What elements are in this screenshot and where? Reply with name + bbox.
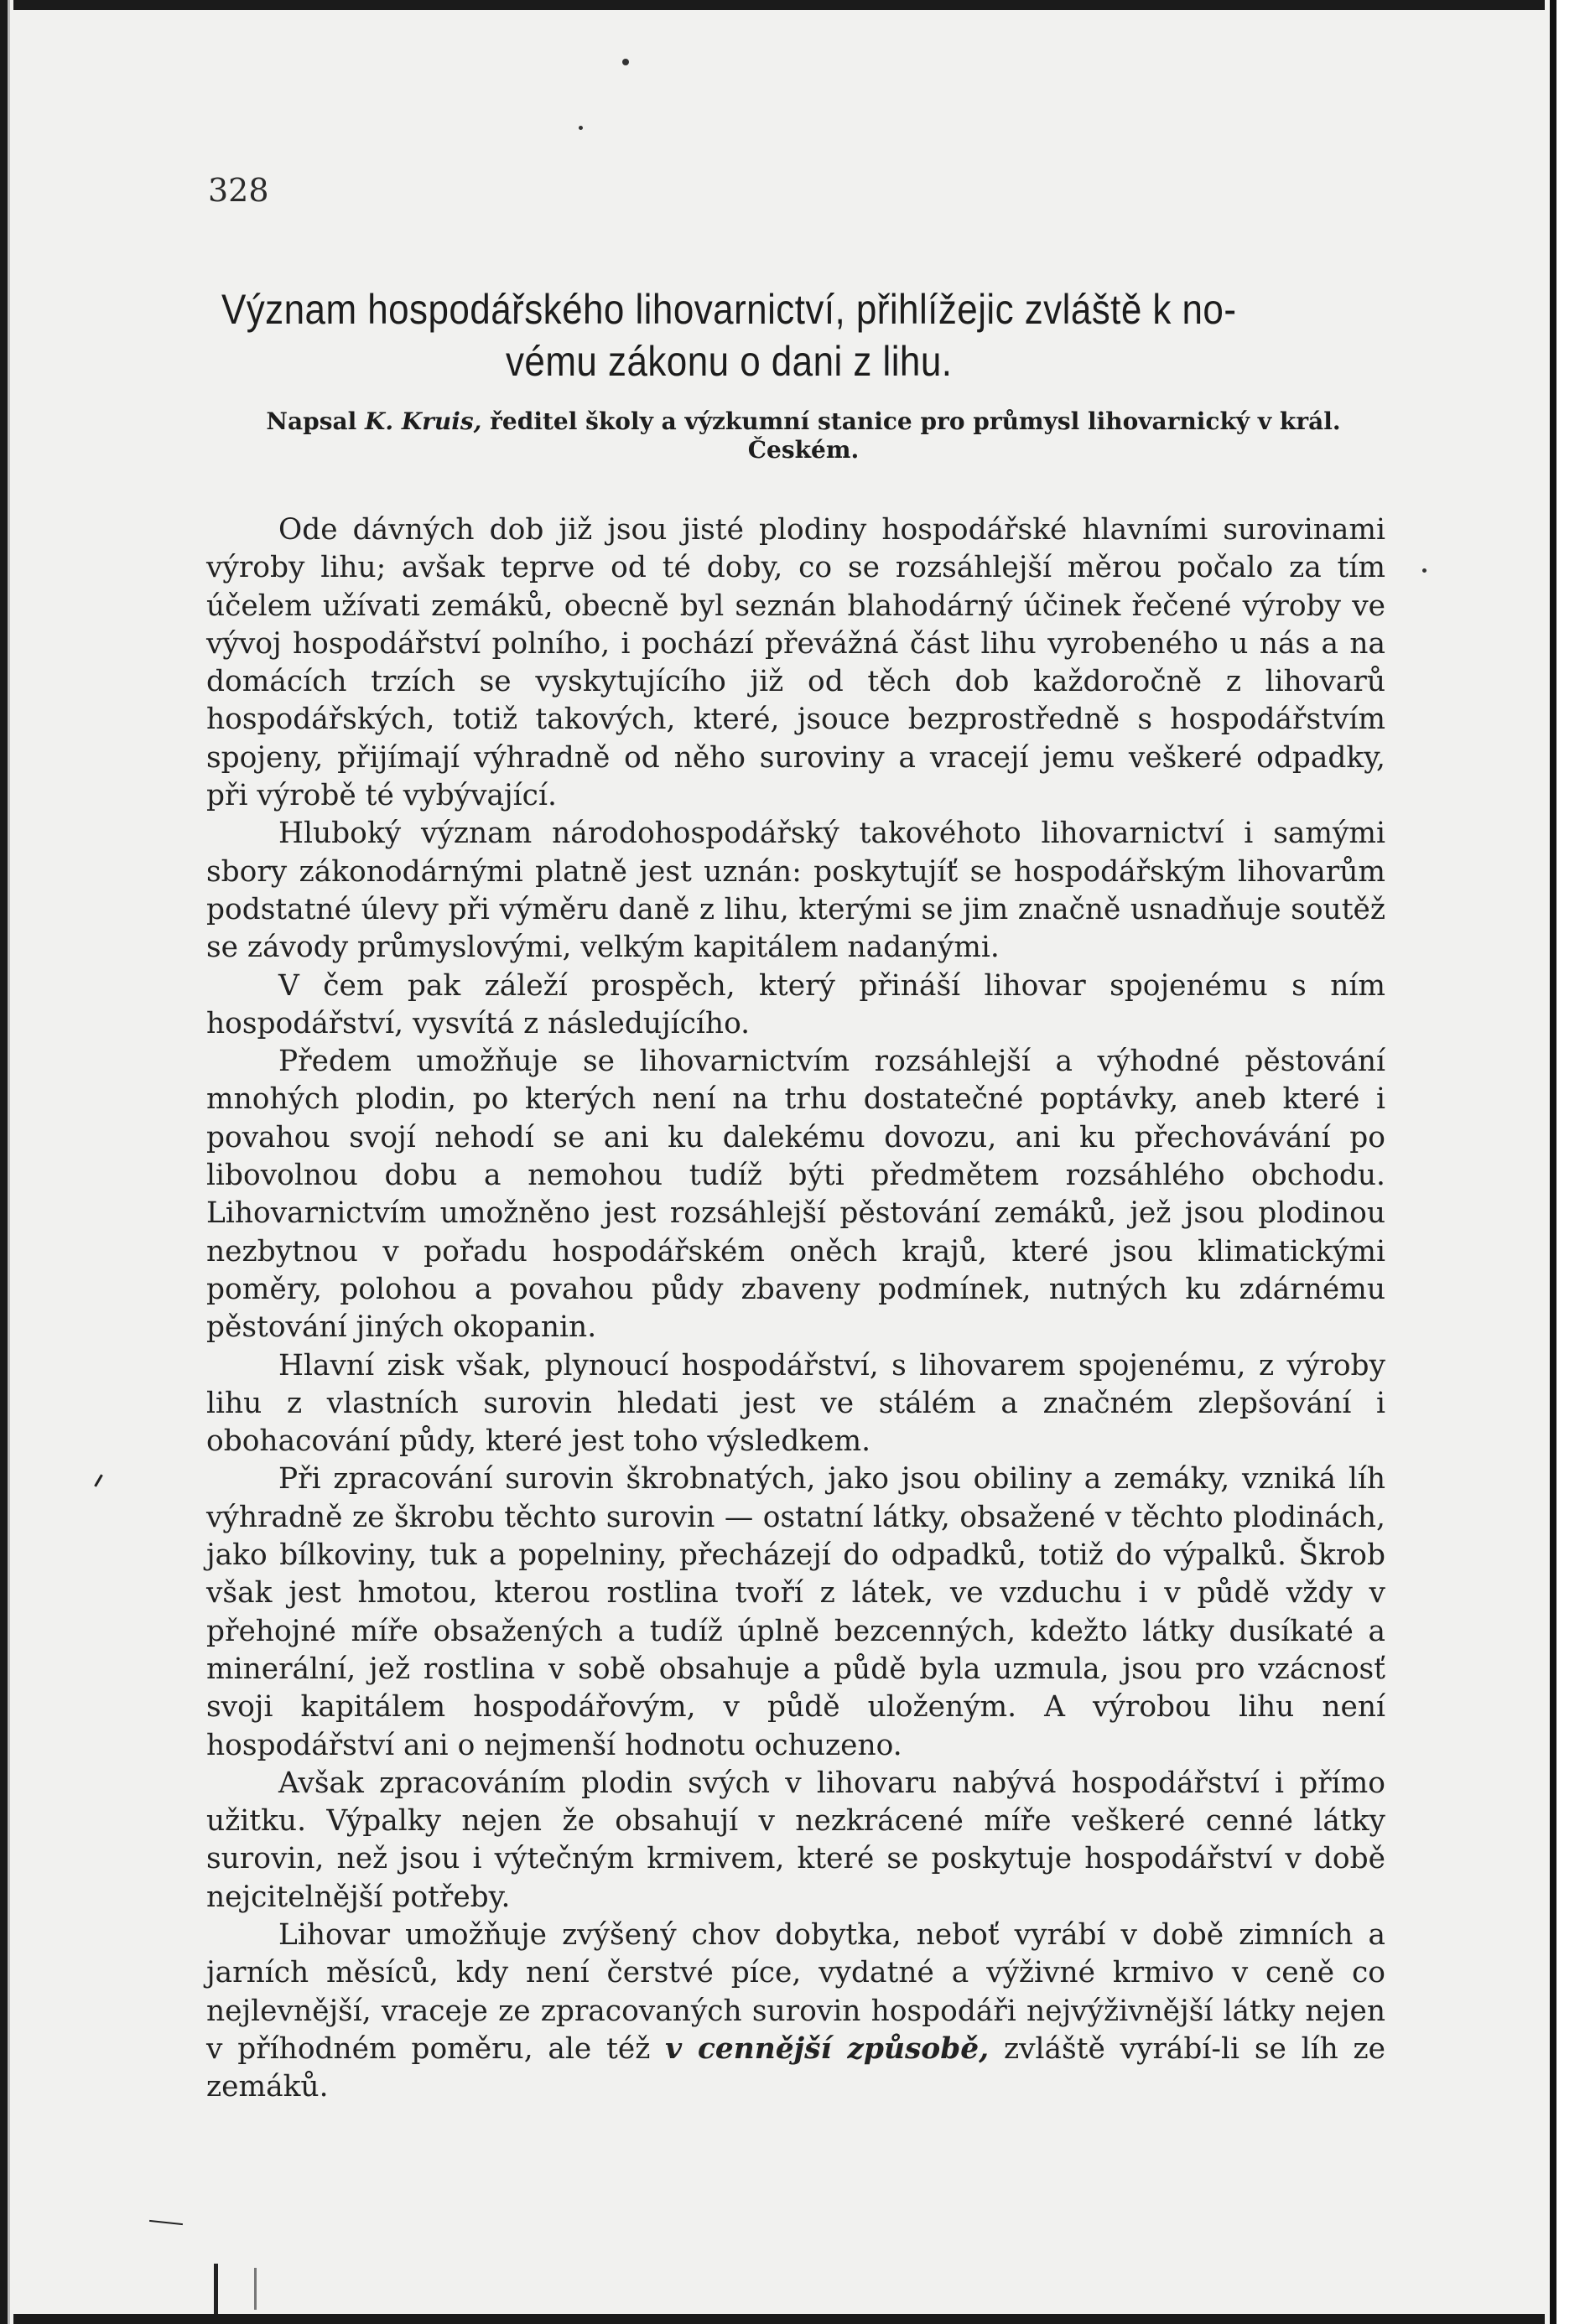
scan-right-edge [1545,0,1585,2324]
article-title-line: vému zákonu o dani z lihu. [505,338,953,385]
body-paragraph: Hluboký význam národohospodářský takovéhoto lihovarnictví i samými sbory zákonodárnými platně jest uznán: poskytujíť se hospodářským lihovarům podstatné úlevy při výměru daně z lihu, kterými se jim značně usnadňuje soutěž se závody průmyslovými, velkým kapitálem nadanými. [206,817,1385,965]
scan-speck [1422,568,1426,573]
body-paragraph-last [206,1917,1385,2106]
body-paragraph: Avšak zpracováním plodin svých v lihovaru nabývá hospodářství i přímo užitku. Výpalky nejen že obsahují v nezkrácené míře veškeré cenné látky surovin, než jsou i výtečným krmivem, které se poskytuje hospodářství v době nejcitelnější potřeby. [206,1766,1385,1914]
body-paragraph: Předem umožňuje se lihovarnictvím rozsáhlejší a výhodné pěstování mnohých plodin, po kterých není na trhu dostatečné poptávky, aneb které i povahou svojí nehodí se ani ku dalekému dovozu, ani ku přechovávání po libovolnou dobu a nemohou tudíž býti předmětem rozsáhlého obchodu. Lihovarnictvím umožněno jest rozsáhlejší pěstování zemáků, jež jsou plodinou nezbytnou v pořadu hospodářském oněch krajů, které jsou klimatickými poměry, polohou a povahou půdy zbaveny podmínek, nutných ku zdárnému pěstování jiných okopanin. [206,1045,1385,1345]
scan-speck [579,126,583,130]
byline-affiliation: ředitel školy a výzkumní stanice pro průmysl lihovarnický v král. Českém. [490,407,1341,464]
article-title [201,283,1256,387]
scan-top-border [0,0,1585,10]
article-byline [208,407,1399,464]
scan-bottom-border [0,2314,1585,2324]
scan-mark [214,2264,218,2314]
article-body [206,511,1385,2106]
page-number: 328 [208,172,269,209]
byline-prefix: Napsal [266,407,357,435]
byline-author: K. Kruis, [364,407,482,435]
body-paragraph: Při zpracování surovin škrobnatých, jako jsou obiliny a zemáky, vzniká líh výhradně ze škrobu těchto surovin — ostatní látky, obsažené v těchto plodinách, jako bílkoviny, tuk a popelniny, přecházejí do odpadků, totiž do výpalků. Škrob však jest hmotou, kterou rostlina tvoří z látek, ve vzduchu i v půdě vždy v přehojné míře obsažených a tudíž úplně bezcenných, kdežto látky dusíkaté a minerální, jež rostlina v sobě obsahuje a půdě byla uzmula, jsou pro vzácnosť svoji kapitálem hospodářovým, v půdě uloženým. A výrobou lihu není hospodářství ani o nejmenší hodnotu ochuzeno. [206,1462,1385,1762]
body-paragraph: Hlavní zisk však, plynoucí hospodářství, s lihovarem spojenému, z výroby lihu z vlastních surovin hledati jest ve stálém a značném zlepšování i obohacování půdy, které jest toho výsledkem. [206,1348,1385,1459]
body-paragraph: V čem pak záleží prospěch, který přináší lihovar spojenému s ním hospodářství, vysvítá z následujícího. [206,968,1385,1040]
scan-speck [622,59,629,65]
scan-mark [254,2268,257,2310]
body-paragraph: Ode dávných dob již jsou jisté plodiny hospodářské hlavními surovinami výroby lihu; avšak teprve od té doby, co se rozsáhlejší měrou počalo za tím účelem užívati zemáků, obecně byl seznán blahodárný účinek řečené výroby ve vývoj hospodářství polního, i pochází převážná část lihu vyrobeného u nás a na domácích trzích se vyskytujícího již od těch dob každoročně z lihovarů hospodářských, totiž takových, které, jsouce bezprostředně s hospodářstvím spojeny, přijímají výhradně od něho suroviny a vracejí jemu veškeré odpadky, při výrobě té vybývající. [206,513,1385,813]
scan-left-edge [0,0,13,2324]
last-paragraph-end: zvláště vyrábí-li se líh ze zemáků. [206,2031,1386,2104]
last-paragraph-text: Lihovar umožňuje zvýšený chov dobytka, neboť vyrábí v době zimních a jarních měsíců, kdy není čerstvé píce, vydatné a výživné krmivo v ceně co nejlevnější, vraceje ze zpracovaných surovin hospodáři nejvýživnější látky nejen v příhodném poměru, ale též [206,1917,1385,2066]
last-paragraph-emphasis: v cennější způsobě, [665,2031,990,2066]
article-title-line: Význam hospodářského lihovarnictví, přihlížejic zvláště k no- [221,286,1237,333]
